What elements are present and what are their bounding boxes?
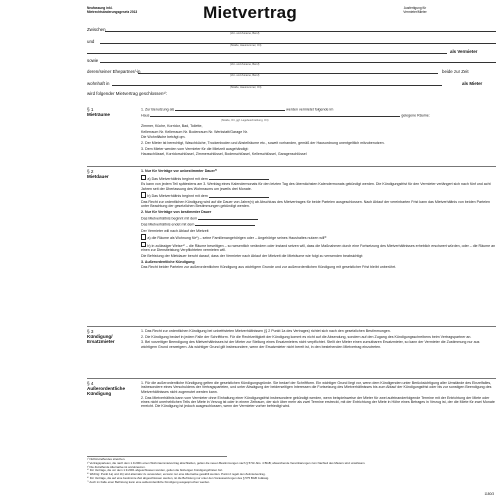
landlord-address-field[interactable] (100, 43, 496, 44)
s1-haus: Haus (141, 114, 150, 119)
house-address-field[interactable] (150, 113, 400, 117)
s1-p2: 2. Der Mieter ist berechtigt, Waschküche, Trockenboden und Abstellräume etc., soweit vorhanden, gemäß der Hausordnung unentgeltlich mitzubenutzen. (141, 141, 385, 146)
s1-wohnflaeche: Die Wohnfläche beträgt qm. (141, 135, 186, 140)
section-3-title: Kündigung/ Ersatzmieter (87, 334, 115, 345)
label-ehepartner: deren/seiner Ehepartner/-in (87, 69, 141, 74)
label-sowie: sowie (87, 58, 99, 63)
s2-b-text: Das Recht zur ordentlichen Kündigung wird auf die Dauer von Jahre(n) ab Abschluss des Mietvertrages für beide Parteien ausgeschlossen. Nach Ablauf der vereinbarten Frist kann das Mietverhältnis von beiden Parteien unter Beachtung der gesetzlichen Bestimmungen gekündigt werden. (141, 200, 490, 209)
landlord-extra-field[interactable] (87, 53, 447, 54)
section-3-number: § 3 (87, 329, 94, 334)
s2-c3: Der Vermieter will nach Ablauf der Mietzeit (141, 228, 209, 233)
label-mietvertrag-intro: wird folgender Mietvertrag geschlossen¹⁾: (87, 91, 168, 96)
divider-s4 (87, 378, 496, 379)
hint-name-3: (Vor- und Zuname, Beruf) (230, 74, 260, 77)
section-2-heading (87, 169, 109, 179)
section-2-body (141, 169, 496, 271)
label-als-vermieter: als Vermieter (450, 49, 478, 54)
section-2-title: Mietdauer (87, 174, 109, 180)
s2-c1: Das Mietverhältnis beginnt mit dem (141, 216, 198, 221)
section-1-title: Mieträume (87, 112, 110, 118)
label-beide-zur-zeit: beide zur Zeit (442, 69, 469, 74)
hint-street-2: (Straße, Hausnummer, Ort) (230, 86, 262, 89)
checkbox-unbefristet-a[interactable] (141, 175, 146, 180)
s2-opt-a: a) die Räume als Wohnung für*) – seine Familienangehörigen oder – Angehörige seines Haushaltes nutzen will³⁾ (147, 236, 327, 241)
s3-p2: 2. Die Kündigung bedarf in jedem Falle der Schriftform. Für die Rechtzeitigkeit der Kündigung kommt es nicht auf die Absendung, sondern auf den Zugang des Kündigungsschreibens beim Vertragspartner an. (141, 334, 472, 339)
s3-p3: 3. Bei vorzeitiger Beendigung des Mietverhältnisses ist der Mieter zur Stellung eines Ersatzmieters nicht verpflichtet. Stellt der Mieter einen zumutbaren Ersatzmieter, so kann der Vermieter die Zustimmung nur aus wichtigem Grund verweigern. Als wichtiger Grund gilt insbesondere, wenn der Ersatzmieter nicht bereit ist, in den bestehenden Mietvertrag einzutreten. (141, 340, 480, 349)
checkbox-befristung-a[interactable] (141, 234, 146, 239)
tenant-address-field[interactable] (112, 85, 442, 86)
document-title: Mietvertrag (203, 3, 297, 22)
divider-s2 (87, 166, 496, 167)
s2-k3: Das Recht beider Parteien zur außerordentlichen Kündigung aus wichtigem Grunde und zur außerordentlichen Kündigung mit gesetzlicher Frist bleibt unberührt. (141, 265, 397, 270)
s3-p1: 1. Das Recht zur ordentlichen Kündigung bei unbefristeten Mietverhältnissen (§ 2 Punkt 1a des Vertrages) richtet sich nach den gesetzlichen Bestimmungen. (141, 329, 391, 333)
checkbox-befristung-b[interactable] (141, 242, 146, 247)
header-edition-note: Neufassung inkl. Mietrechtsänderungsgesetz 2013 (87, 6, 138, 14)
s1-rooms-row-1: Zimmer, Küche, Korridor, Bad, Toilette, (141, 123, 203, 128)
s1-p3: 3. Dem Mieter werden vom Vermieter für die Mietzeit ausgehändigt: (141, 146, 249, 151)
start-date-b-field[interactable] (209, 194, 269, 198)
section-3-body (141, 329, 496, 351)
s1-gelegene: gelegene Räume: (401, 114, 430, 119)
s4-p1: 1. Für die außerordentliche Kündigung gelten die gesetzlichen Kündigungsgründe. Sie bedarf der Schriftform. Ein wichtiger Grund liegt vor, wenn dem Kündigenden unter Berücksichtigung aller Umstände des Einzelfalles, insbesondere eines Verschuldens der Vertragsparteien, und unter Abwägung der beiderseitigen Interessen die Fortsetzung des Mietverhältnisses bis zum Ablauf der Kündigungsfrist oder bis zur sonstigen Beendigung des Mietverhältnisses nicht zugemutet werden kann. (141, 381, 492, 394)
checkbox-unbefristet-b[interactable] (141, 192, 146, 197)
s2-h2: 2. Nur für Verträge von bestimmter Dauer (141, 210, 212, 215)
s2-h3: 3. Außerordentliche Kündigung (141, 259, 195, 264)
footnote-7: ⁷⁾ Auch im Falle einer Befristung kann eine außerordentliche Kündigung ausgesprochen werden. (87, 479, 211, 484)
label-wohnhaft: wohnhaft in (87, 81, 110, 86)
s2-a-text: Es kann von jedem Teil spätestens am 3. Werktag eines Kalendermonats für den letzten Tag des übernächsten Kalendermonats gekündigt werden. Die Kündigungsfrist für den Vermieter verlängert sich nach fünf und acht Jahren seit der Überlassung des Wohnraums um jeweils drei Monate. (141, 182, 491, 191)
hint-name-2: (Vor- und Zuname, Beruf) (230, 63, 260, 66)
s1-p1-a: 1. Zur Benutzung als (141, 107, 175, 112)
section-2-number: § 2 (87, 169, 94, 174)
footnotes (87, 458, 496, 485)
tenant-name-field[interactable] (100, 62, 496, 63)
section-4-title: Außerordentliche Kündigung (87, 386, 126, 397)
section-4-body (141, 381, 496, 410)
section-3-heading (87, 329, 137, 345)
label-zwischen: Zwischen (87, 27, 106, 32)
footnote-2: ²⁾ Vertragsparteien, die nach dem 1.9.2001 einen Wohnraummietvertrag abschließen, gelten die neuen Bestimmungen nach § 573c Abs. 4 BGB; abweichende Vereinbarungen zum Nachteil des Mieters sind unwirksam. (87, 460, 366, 465)
footnote-1: ¹⁾ Nichtzutreffendes streichen. (87, 457, 126, 461)
fixed-start-field[interactable] (198, 216, 258, 220)
section-1-number: § 1 (87, 107, 94, 112)
landlord-name-field[interactable] (105, 31, 496, 32)
footnote-4: ⁴⁾ Für Verträge, die vor dem 1.9.2001 abgeschlossen wurden, gelten die bisherigen Kündigungsfristen fort. (87, 468, 223, 473)
s2-h1: 1. Nur für Verträge vor unbestimmter Dauer²⁾ (141, 169, 218, 173)
s2-b: b) Das Mietverhältnis beginnt mit dem (147, 194, 208, 199)
footnote-5: ⁵⁾ Wichtig: Punkt 1a) und 1b) sind alternativ zu verwenden; es kann nur eine Alternative gewählt werden. Punkt 2 regelt den Zeitmietvertrag. (87, 472, 266, 477)
s1-rooms-row-2: Kellerraum Nr. Kellerraum Nr. Bodenraum Nr. Werkstatt/Garage Nr. (141, 129, 248, 134)
usage-field[interactable] (175, 107, 285, 111)
divider-s3 (87, 326, 496, 327)
fixed-end-field[interactable] (195, 222, 255, 226)
s2-opt-b: b) in zulässiger Weise⁴⁾ – die Räume beseitigen – so wesentlich verändern oder instand setzen will, dass die Maßnahmen durch eine Fortsetzung des Mietverhältnisses erheblich erschwert würden, oder – die Räume an einen zur Dienstleistung Verpflichteten vermieten will. (141, 243, 496, 253)
footnote-6: ⁶⁾ Für Verträge, die auf eine bestimmte Zeit abgeschlossen werden, ist die Befristung nur unter den Voraussetzungen des § 575 BGB zulässig. (87, 475, 270, 480)
header-copy-note: Ausfertigung für Vermieter/Mieter (403, 6, 427, 14)
s1-p1-b: werden vermietet folgende im (286, 107, 334, 112)
start-date-a-field[interactable] (209, 176, 269, 180)
section-4-number: § 4 (87, 381, 94, 386)
label-und: und (87, 39, 95, 44)
hint-street-1: (Straße, Hausnummer, Ort) (230, 44, 262, 47)
s4-p2: 2. Das Mietverhältnis kann vom Vermieter ohne Einhaltung einer Kündigungsfrist insbesondere gekündigt werden, wenn beispielsweise der Mieter für zwei aufeinanderfolgende Termine mit der Entrichtung der Miete oder eines nicht unerheblichen Teils der Miete in Verzug ist oder in einem Zeitraum, der sich über mehr als zwei Termine erstreckt, mit der Entrichtung der Miete in Höhe eines Betrages in Verzug ist, der die Miete für zwei Monate erreicht. Die Kündigung ist jedoch ausgeschlossen, wenn der Vermieter vorher befriedigt wird. (141, 395, 495, 409)
hint-name-1: (Vor- und Zuname, Beruf) (230, 32, 260, 35)
section-1-body (141, 107, 496, 158)
spouse-name-field[interactable] (138, 73, 438, 74)
s2-beg: Die Befristung der Mietdauer beruht darauf, dass der Vermieter nach Ablauf der Mietzeit die Mieträume wie folgt zu verwenden beabsichtigt: (141, 253, 364, 258)
label-als-mieter: als Mieter (462, 81, 483, 86)
s1-haus-hint: (Straße, Ort, ggf. Lagebeschreibung, Ort) (221, 118, 269, 122)
section-1-heading (87, 107, 110, 117)
s1-keys: Hausschlüssel, Korridorschlüssel, Zimmerschlüssel, Bodenschlüssel, Kellerschlüssel, Garagenschlüssel (141, 152, 307, 157)
section-4-heading (87, 381, 137, 397)
s2-c2: Das Mietverhältnis endet mit dem (141, 222, 195, 227)
s2-a: a) Das Mietverhältnis beginnt mit dem (147, 176, 208, 181)
page-number: 1180/3 (484, 492, 494, 496)
footnote-3: ³⁾ Die Zutreffende Alternative ist anzukreuzen. (87, 464, 146, 469)
